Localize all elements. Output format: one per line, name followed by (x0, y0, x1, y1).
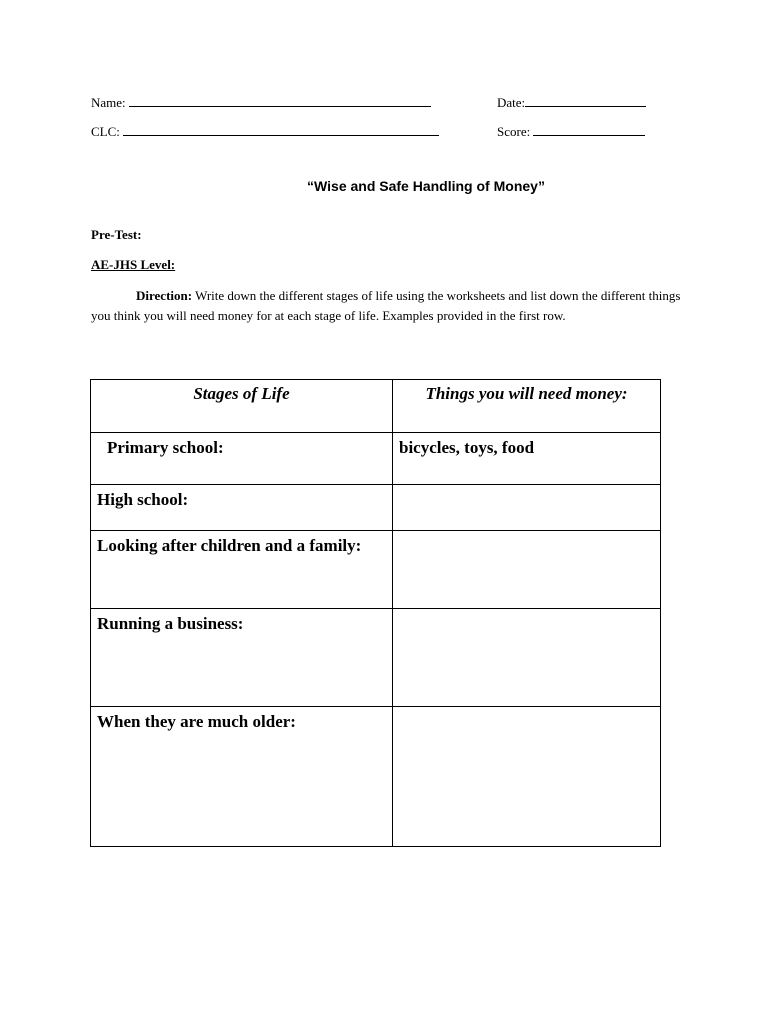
name-label: Name: (91, 95, 126, 110)
table-row (91, 485, 661, 531)
things-cell[interactable] (393, 531, 661, 609)
clc-field (91, 124, 439, 140)
table-row (91, 609, 661, 707)
clc-label: CLC: (91, 124, 120, 139)
stage-label: Primary school: (107, 438, 224, 457)
stage-label: High school: (97, 490, 189, 509)
header-stages-of-life: Stages of Life (91, 380, 393, 433)
stage-label: When they are much older: (97, 712, 296, 731)
worksheet-title: “Wise and Safe Handling of Money” (307, 178, 545, 194)
direction-paragraph (91, 286, 681, 325)
score-field (497, 124, 645, 140)
pretest-label: Pre-Test: (91, 227, 142, 242)
name-line[interactable] (129, 95, 431, 107)
stages-table (90, 379, 661, 847)
date-label: Date: (497, 95, 526, 110)
things-cell[interactable] (393, 707, 661, 847)
date-field (497, 95, 646, 111)
table-row (91, 433, 661, 485)
table-row (91, 707, 661, 847)
stage-cell (91, 707, 393, 847)
things-text: bicycles, toys, food (399, 438, 535, 457)
stage-cell (91, 485, 393, 531)
level-label: AE-JHS Level: (91, 257, 176, 272)
things-cell[interactable] (393, 433, 661, 485)
score-label: Score: (497, 124, 531, 139)
table-row (91, 531, 661, 609)
header-things-need-money: Things you will need money: (393, 380, 661, 433)
stage-label: Running a business: (97, 614, 244, 633)
date-line[interactable] (525, 95, 646, 107)
direction-text: Write down the different stages of life using the worksheets and list down the different things you think you will need money for at each stage of life. Examples provided in the first row. (91, 288, 681, 323)
table-header-row (91, 380, 661, 433)
stage-cell (91, 531, 393, 609)
stage-cell (91, 433, 393, 485)
score-line[interactable] (533, 124, 645, 136)
stage-label: Looking after children and a family: (97, 536, 362, 555)
clc-line[interactable] (123, 124, 439, 136)
name-field (91, 95, 431, 111)
direction-label: Direction: (136, 288, 193, 303)
stage-cell (91, 609, 393, 707)
things-cell[interactable] (393, 609, 661, 707)
things-cell[interactable] (393, 485, 661, 531)
